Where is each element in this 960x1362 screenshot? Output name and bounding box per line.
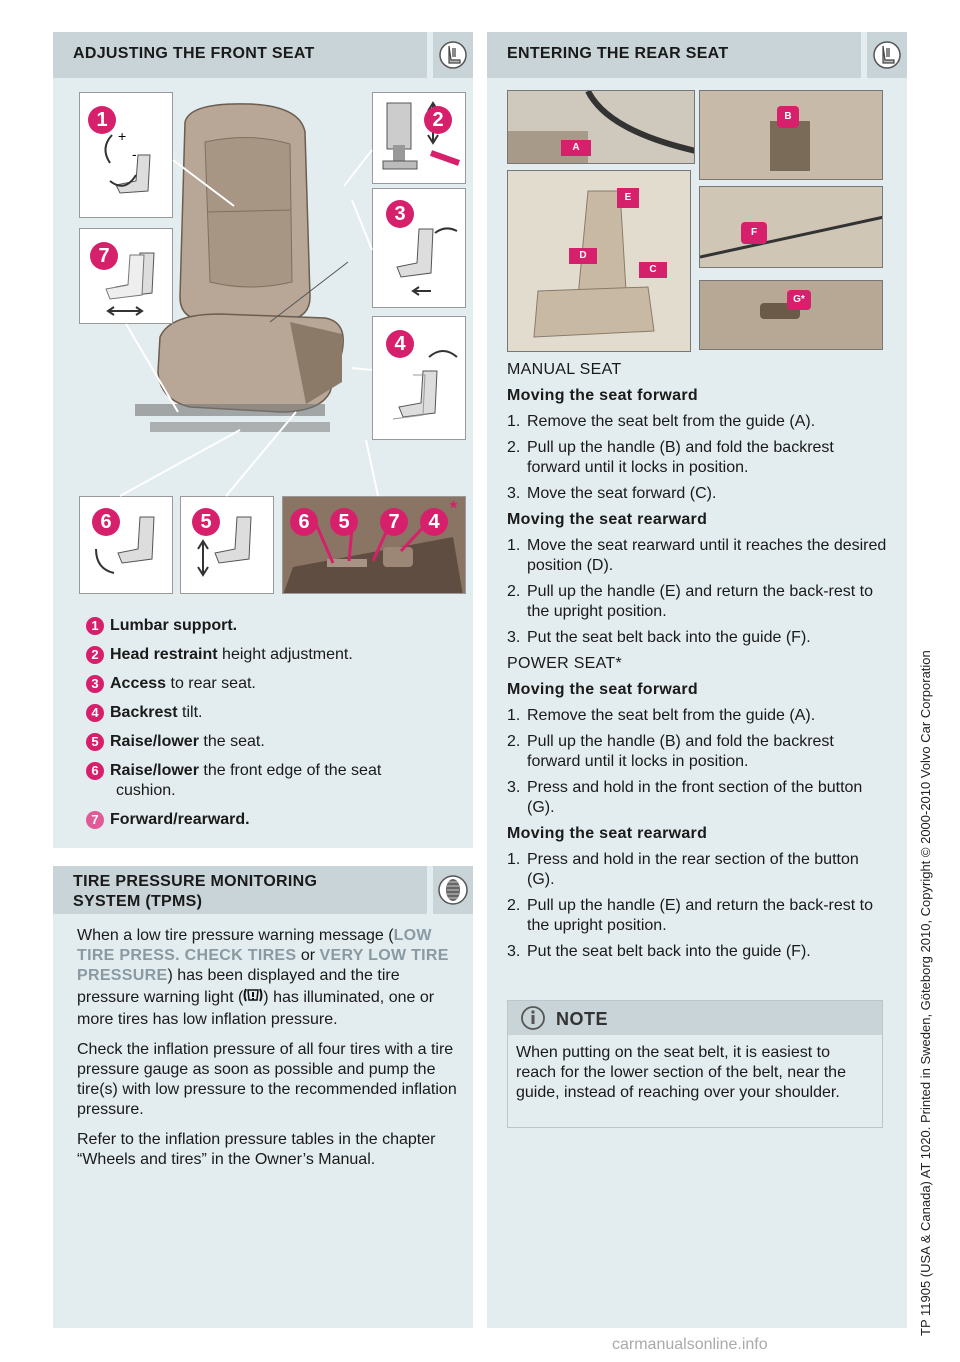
callout-2: 2: [424, 106, 452, 134]
manual-rearward-step-2: 2. Pull up the handle (E) and return the back-rest to the upright position.: [507, 583, 873, 620]
manual-forward-step-3: 3. Move the seat forward (C).: [507, 485, 717, 502]
tpms-paragraph-2: Check the inflation pressure of all four tires with a tire pressure gauge as soon as possible and pump the tire(s) with low pressure to the recommended inflation pressure.: [77, 1041, 457, 1118]
callout-7: 7: [90, 242, 118, 270]
tpms-paragraph-3: Refer to the inflation pressure tables in the chapter “Wheels and tires” in the Owner’s Manual.: [77, 1131, 436, 1168]
callout-5b: 5: [330, 508, 358, 536]
manual-rearward-step-3: 3. Put the seat belt back into the guide (F).: [507, 629, 811, 646]
rear-seat-icon: [861, 32, 907, 78]
callout-4b: 4: [420, 508, 448, 536]
note-text: When putting on the seat belt, it is easiest to reach for the lower section of the belt, near the guide, instead of reaching over your shoulder.: [516, 1044, 846, 1101]
legend-item-7: 7 Forward/rearward.: [86, 810, 456, 830]
callout-3: 3: [386, 200, 414, 228]
arrow-label-d: D: [569, 248, 597, 264]
power-forward-heading: Moving the seat forward: [507, 681, 698, 698]
svg-text:+: +: [118, 128, 127, 144]
callout-1: 1: [88, 106, 116, 134]
arrow-label-b: B: [777, 106, 799, 128]
tpms-title: TIRE PRESSURE MONITORING SYSTEM (TPMS): [73, 873, 318, 910]
legend-item-4: 4 Backrest tilt.: [86, 703, 456, 723]
rear-seat-panel: [487, 32, 907, 1328]
seat-belt-guide-f-photo: [699, 186, 883, 268]
legend-item-1: 1 Lumbar support.: [86, 616, 456, 636]
manual-forward-step-1: 1. Remove the seat belt from the guide (A).: [507, 413, 816, 430]
power-rearward-step-1: 1. Press and hold in the rear section of the button (G).: [507, 851, 859, 888]
tire-warning-icon: [243, 986, 263, 1010]
svg-text:-: -: [132, 146, 137, 162]
tpms-header: [53, 866, 473, 914]
legend-item-6: 6 Raise/lower the front edge of the seat cushion.: [86, 761, 456, 801]
legend-item-3: 3 Access to rear seat.: [86, 674, 456, 694]
note-title: NOTE: [556, 1009, 609, 1029]
legend-item-2: 2 Head restraint height adjustment.: [86, 645, 456, 665]
legend-item-5: 5 Raise/lower the seat.: [86, 732, 456, 752]
callout-5: 5: [192, 508, 220, 536]
tpms-panel: [53, 866, 473, 1328]
power-forward-step-1: 1. Remove the seat belt from the guide (A).: [507, 707, 816, 724]
power-seat-asterisk: *: [450, 498, 458, 518]
arrow-label-f: F: [741, 222, 767, 244]
callout-6: 6: [92, 508, 120, 536]
callout-4: 4: [386, 330, 414, 358]
arrow-label-a: A: [561, 140, 591, 156]
callout-6b: 6: [290, 508, 318, 536]
manual-seat-heading: MANUAL SEAT: [507, 361, 622, 378]
note-header: [508, 1001, 882, 1035]
power-forward-step-2: 2. Pull up the handle (B) and fold the backrest forward until it locks in position.: [507, 733, 834, 770]
rear-seat-header: [487, 32, 907, 78]
copyright-footer: TP 11905 (USA & Canada) AT 1020. Printed in Sweden, Göteborg 2010, Copyright © 2000-2010 Volvo Car Corporation: [918, 650, 933, 1336]
power-seat-heading: POWER SEAT*: [507, 655, 623, 672]
rear-seat-side-photo: [507, 170, 691, 352]
manual-forward-step-2: 2. Pull up the handle (B) and fold the backrest forward until it locks in position.: [507, 439, 834, 476]
power-rearward-step-2: 2. Pull up the handle (E) and return the back-rest to the upright position.: [507, 897, 873, 934]
power-rearward-step-3: 3. Put the seat belt back into the guide (F).: [507, 943, 811, 960]
front-seat-legend: [86, 616, 456, 839]
watermark: carmanualsonline.info: [612, 1336, 768, 1353]
rear-seat-title: ENTERING THE REAR SEAT: [507, 45, 729, 62]
arrow-label-g: G*: [787, 290, 811, 310]
arrow-label-c: C: [639, 262, 667, 278]
backrest-handle-photo: [699, 90, 883, 180]
manual-forward-heading: Moving the seat forward: [507, 387, 698, 404]
info-icon: [520, 1005, 546, 1036]
seat-belt-guide-photo: [507, 90, 695, 164]
power-forward-step-3: 3. Press and hold in the front section of the button (G).: [507, 779, 863, 816]
callout-7b: 7: [380, 508, 408, 536]
rear-seat-instructions: [507, 360, 887, 968]
front-seat-title: ADJUSTING THE FRONT SEAT: [73, 45, 315, 62]
power-rearward-heading: Moving the seat rearward: [507, 825, 708, 842]
manual-rearward-step-1: 1. Move the seat rearward until it reaches the desired position (D).: [507, 537, 887, 574]
tire-icon: [427, 866, 473, 914]
manual-rearward-heading: Moving the seat rearward: [507, 511, 708, 528]
note-box: [507, 1000, 883, 1128]
tpms-body: [77, 926, 457, 1180]
arrow-label-e: E: [617, 188, 639, 208]
tpms-paragraph-1: When a low tire pressure warning message (LOW TIRE PRESS. CHECK TIRES or VERY LOW TIRE PRESSURE) has been displayed and the tire pressure warning light ( ) has illuminated, one or more tires has low inflation pressure.: [77, 927, 449, 1028]
